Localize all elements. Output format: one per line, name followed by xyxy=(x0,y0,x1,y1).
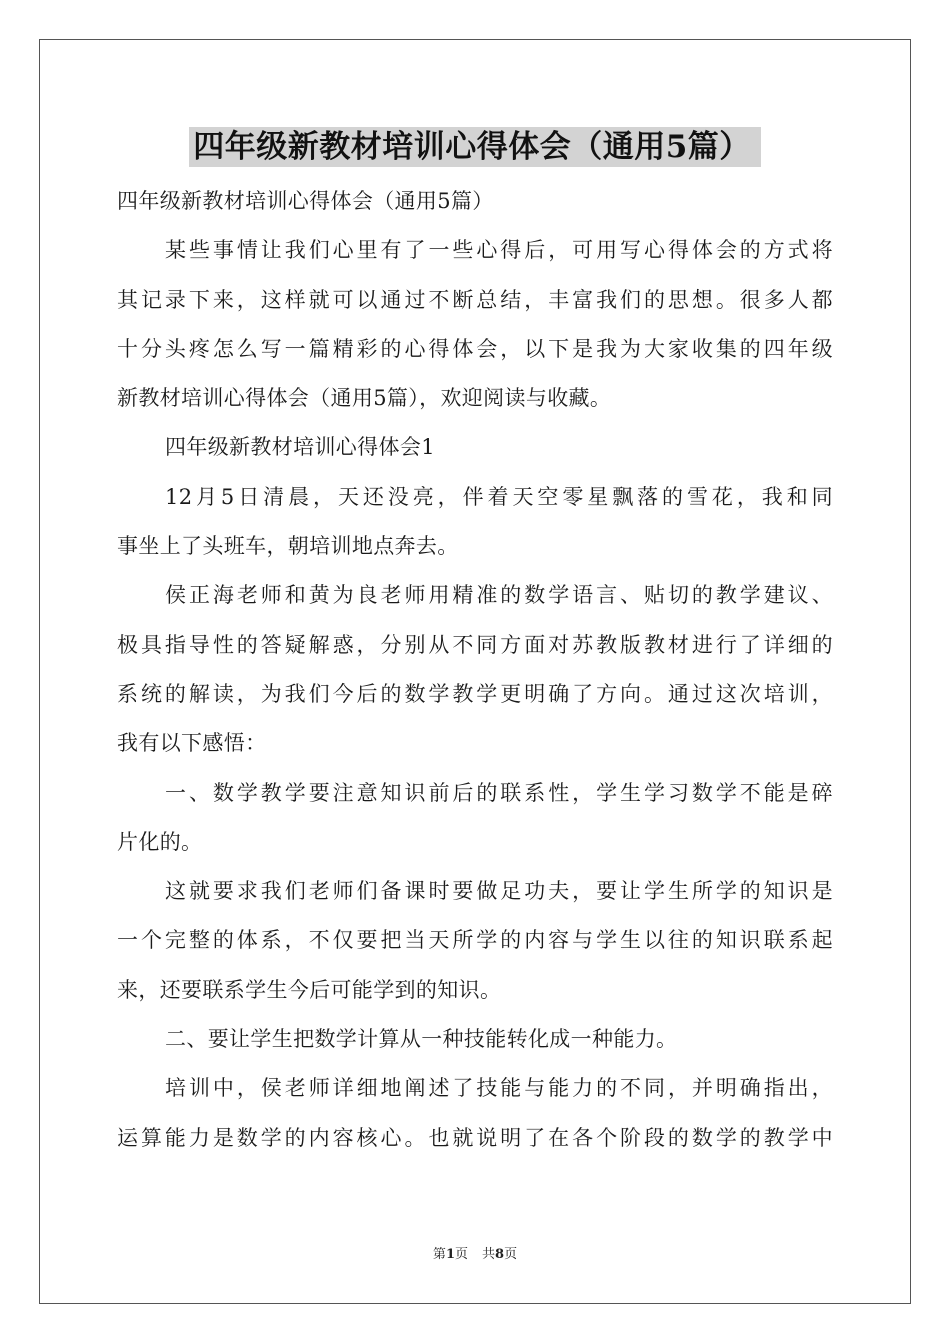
paragraph-line: 这就要求我们老师们备课时要做足功夫，要让学生所学的知识是 xyxy=(165,879,833,904)
page-number-suffix: 页 xyxy=(454,1247,468,1262)
page-total-suffix: 页 xyxy=(504,1247,518,1262)
paragraph-line: 来，还要联系学生今后可能学到的知识。 xyxy=(117,977,502,1002)
title-container xyxy=(0,127,950,167)
paragraph-line: 侯正海老师和黄为良老师用精准的数学语言、贴切的教学建议、 xyxy=(165,583,833,608)
paragraph-line: 培训中，侯老师详细地阐述了技能与能力的不同，并明确指出， xyxy=(165,1076,833,1101)
page-number-prefix: 第 xyxy=(432,1247,446,1262)
paragraph-line: 我有以下感悟： xyxy=(117,731,267,756)
paragraph-line: 运算能力是数学的内容核心。也就说明了在各个阶段的数学的教学中 xyxy=(117,1125,833,1150)
paragraph-line: 一个完整的体系，不仅要把当天所学的内容与学生以往的知识联系起 xyxy=(117,928,833,953)
paragraph-line: 事坐上了头班车，朝培训地点奔去。 xyxy=(117,534,459,559)
document-body xyxy=(117,177,833,1163)
paragraph-line: 系统的解读，为我们今后的数学教学更明确了方向。通过这次培训， xyxy=(117,681,833,706)
page-footer xyxy=(0,1245,950,1265)
page-number-current: 1 xyxy=(445,1247,455,1262)
paragraph-line: 十分头疼怎么写一篇精彩的心得体会，以下是我为大家收集的四年级 xyxy=(117,336,833,361)
section-heading: 四年级新教材培训心得体会1 xyxy=(165,435,435,460)
paragraph-line: 某些事情让我们心里有了一些心得后，可用写心得体会的方式将 xyxy=(165,238,833,263)
page-total-count: 8 xyxy=(495,1247,505,1262)
subtitle-line: 四年级新教材培训心得体会（通用5篇） xyxy=(117,189,494,213)
paragraph-line: 一、数学教学要注意知识前后的联系性，学生学习数学不能是碎 xyxy=(165,780,833,805)
paragraph-line: 其记录下来，这样就可以通过不断总结，丰富我们的思想。很多人都 xyxy=(117,287,833,312)
paragraph-line: 片化的。 xyxy=(117,829,203,854)
document-title: 四年级新教材培训心得体会（通用5篇） xyxy=(189,127,761,167)
paragraph-line: 新教材培训心得体会（通用5篇），欢迎阅读与收藏。 xyxy=(117,386,612,411)
page-total-prefix: 共 xyxy=(482,1247,496,1262)
paragraph-line: 二、要让学生把数学计算从一种技能转化成一种能力。 xyxy=(165,1027,678,1052)
paragraph-line: 12月5日清晨，天还没亮，伴着天空零星飘落的雪花，我和同 xyxy=(165,484,833,509)
paragraph-line: 极具指导性的答疑解惑，分别从不同方面对苏教版教材进行了详细的 xyxy=(117,632,833,657)
